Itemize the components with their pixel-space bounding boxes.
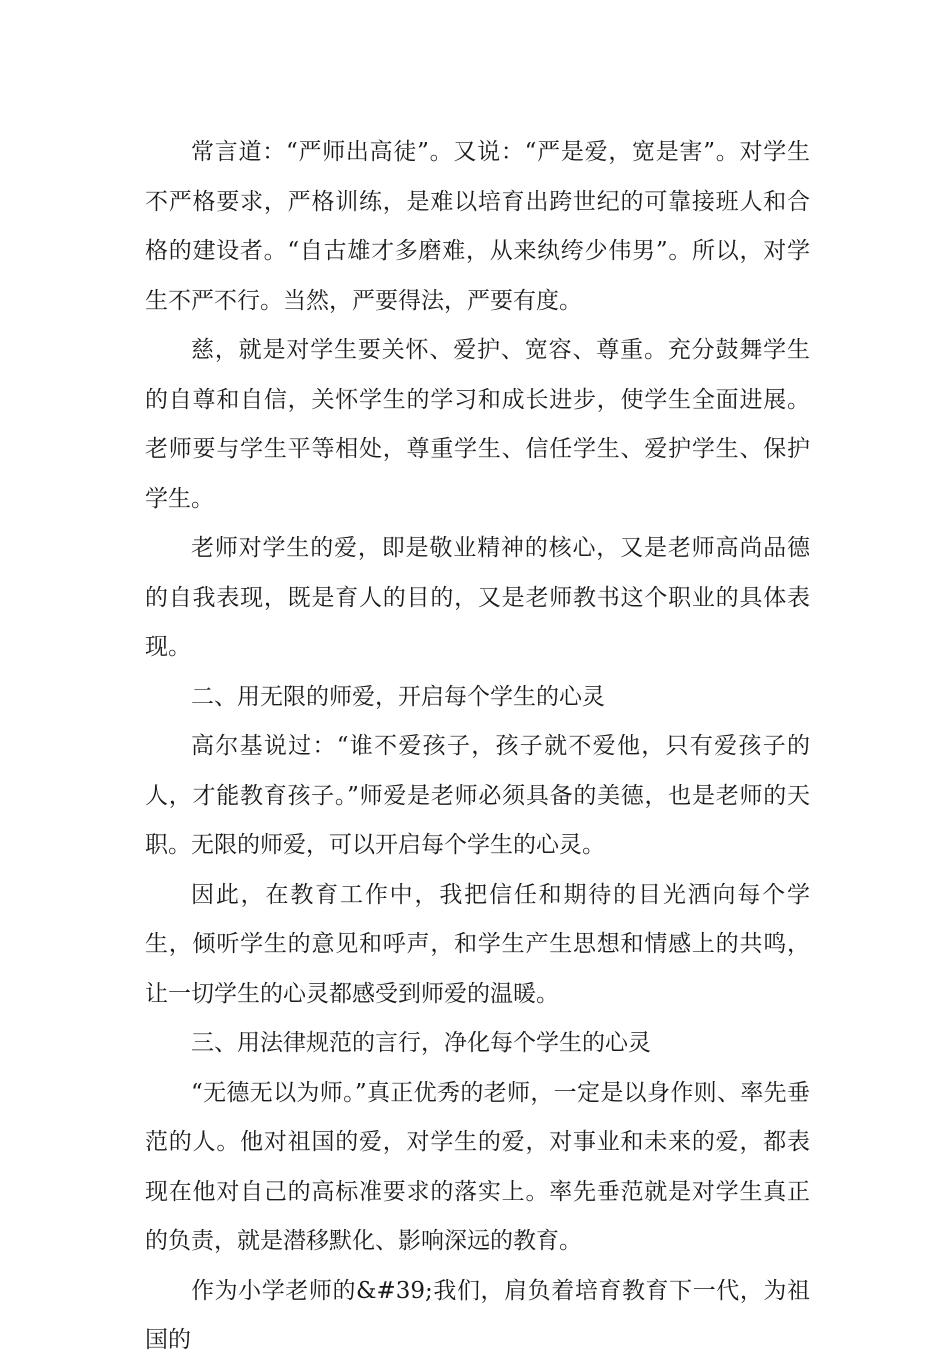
document-body xyxy=(145,128,810,1366)
paragraph-gorky-quote: 高尔基说过：“谁不爱孩子，孩子就不爱他，只有爱孩子的人，才能教育孩子。”师爱是老师必须具备的美德，也是老师的天职。无限的师爱，可以开启每个学生的心灵。 xyxy=(145,733,810,858)
section-heading-two: 二、用无限的师爱，开启每个学生的心灵 xyxy=(191,683,605,710)
paragraph-teacher-love: 老师对学生的爱，即是敬业精神的核心，又是老师高尚品德的自我表现，既是育人的目的，又是老师教书这个职业的具体表现。 xyxy=(145,535,810,660)
section-heading-three: 三、用法律规范的言行，净化每个学生的心灵 xyxy=(191,1030,651,1056)
paragraph-primary-teacher: 作为小学老师的&#39;我们，肩负着培育教育下一代，为祖国的 xyxy=(145,1277,810,1353)
paragraph-compassion: 慈，就是对学生要关怀、爱护、宽容、尊重。充分鼓舞学生的自尊和自信，关怀学生的学习和成长进步，使学生全面进展。老师要与学生平等相处，尊重学生、信任学生、爱护学生、保护学生。 xyxy=(145,337,810,512)
paragraph-strict-teacher: 常言道：“严师出高徒”。又说：“严是爱，宽是害”。对学生不严格要求，严格训练，是难以培育出跨世纪的可靠接班人和合格的建设者。“自古雄才多磨难，从来纨绔少伟男”。所以，对学生不严不行。当然，严要得法，严要有度。 xyxy=(145,139,810,314)
paragraph-virtue: “无德无以为师。”真正优秀的老师，一定是以身作则、率先垂范的人。他对祖国的爱，对学生的爱，对事业和未来的爱，都表现在他对自己的高标准要求的落实上。率先垂范就是对学生真正的负责，就是潜移默化、影响深远的教育。 xyxy=(145,1079,810,1254)
paragraph-trust-expectation: 因此，在教育工作中，我把信任和期待的目光洒向每个学生，倾听学生的意见和呼声，和学生产生思想和情感上的共鸣，让一切学生的心灵都感受到师爱的温暖。 xyxy=(145,881,810,1007)
